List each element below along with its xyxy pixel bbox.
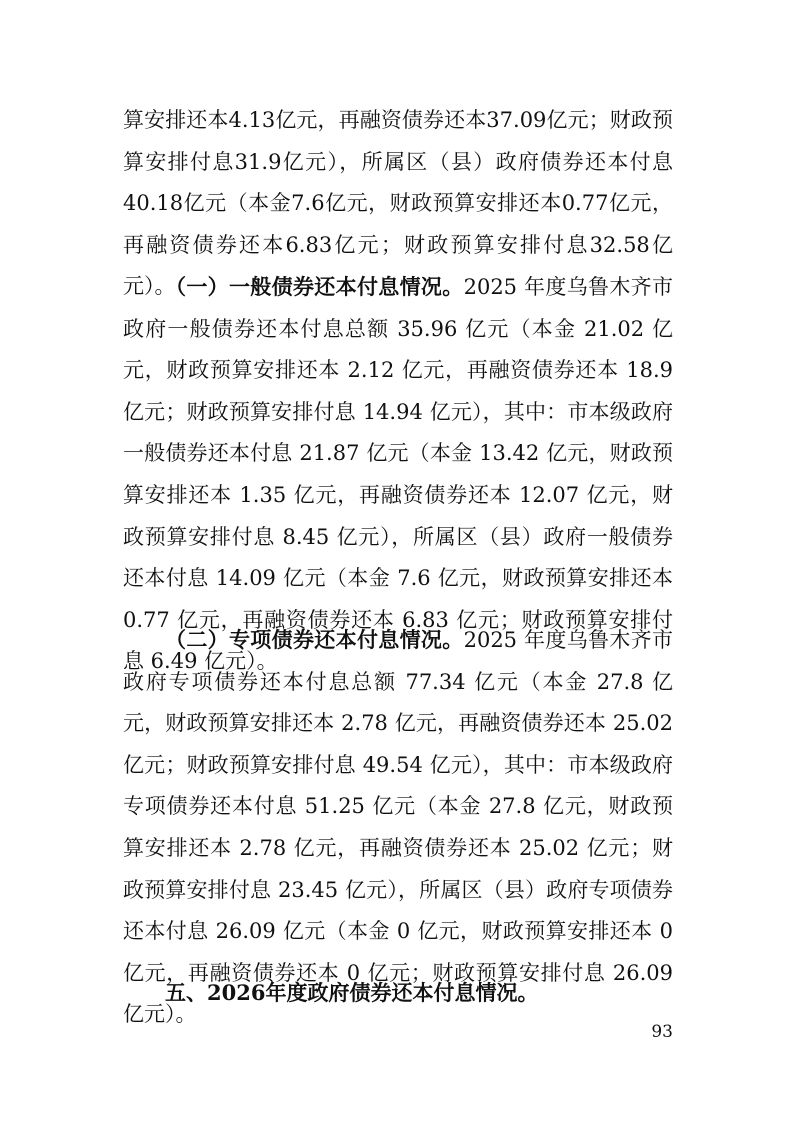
paragraph-text: 算安排还本4.13亿元，再融资债券还本37.09亿元；财政预算安排付息31.9亿元），所属区（县）政府债券还本付息40.18亿元（本金7.6亿元，财政预算安排还本0.77亿元，再融资债券还本6.83亿元；财政预算安排付息32.58亿元）。 (123, 108, 673, 299)
paragraph-text: 2025 年度乌鲁木齐市政府一般债券还本付息总额 35.96 亿元（本金 21.02 亿元，财政预算安排还本 2.12 亿元，再融资债券还本 18.9 亿元；财政预算安排付息 14.94 亿元），其中：市本级政府一般债券还本付息 21.87 亿元（本金 13.42 亿元，财政预算安排还本 1.35 亿元，再融资债券还本 12.07 亿元，财政预算安排付息 8.45 亿元），所属区（县）政府一般债券还本付息 14.09 亿元（本金 7.6 亿元，财政预算安排还本 0.77 亿元，再融资债券还本 6.83 亿元；财政预算安排付息 6.49 亿元）。 (123, 275, 674, 674)
paragraph-text: 2025 年度乌鲁木齐市政府专项债券还本付息总额 77.34 亿元（本金 27.8 亿元，财政预算安排还本 2.78 亿元，再融资债券还本 25.02 亿元；财政预算安排付息 49.54 亿元），其中：市本级政府专项债券还本付息 51.25 亿元（本金 27.8 亿元，财政预算安排还本 2.78 亿元，再融资债券还本 25.02 亿元；财政预算安排付息 23.45 亿元），所属区（县）政府专项债券还本付息 26.09 亿元（本金 0 亿元，财政预算安排还本 0 亿元，再融资债券还本 0 亿元；财政预算安排付息 26.09 亿元）。 (123, 628, 674, 1027)
paragraph-lead-heading: （一）一般债券还本付息情况。 (165, 274, 464, 299)
page-number: 93 (651, 1022, 673, 1042)
paragraph-lead-heading: （二）专项债券还本付息情况。 (165, 627, 464, 652)
section-heading: 五、2026年度政府债券还本付息情况。 (165, 980, 539, 1005)
